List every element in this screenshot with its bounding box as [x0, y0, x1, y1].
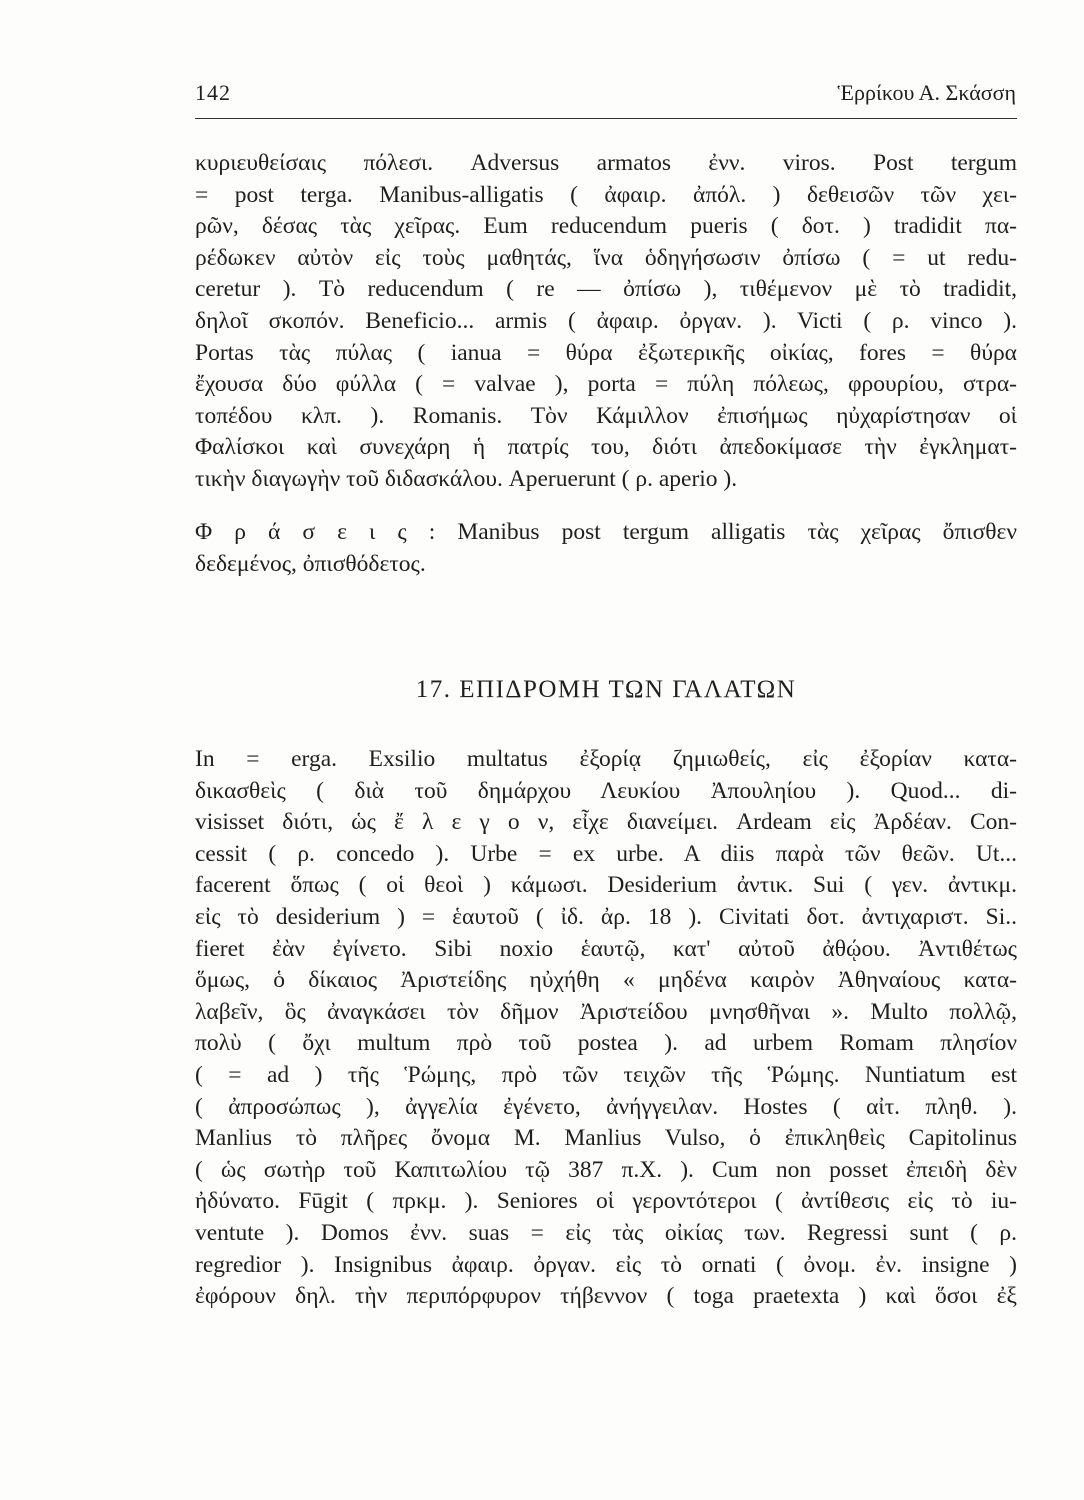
- text-line: δικασθεὶς ( διὰ τοῦ δημάρχου Λευκίου Ἀπουληίου ). Quod... di-: [195, 777, 1017, 804]
- text-line: ( ἀπροσώπως ), ἀγγελία ἐγένετο, ἀνήγγειλαν. Hostes ( αἰτ. πληθ. ).: [195, 1093, 1017, 1120]
- text-line: = post terga. Manibus-alligatis ( ἀφαιρ. ἀπόλ. ) δεθεισῶν τῶν χει-: [195, 181, 1017, 208]
- page-header: [195, 80, 1020, 120]
- text-line: δεδεμένος, ὀπισθόδετος.: [195, 550, 426, 577]
- text-line: facerent ὅπως ( οἱ θεοὶ ) κάμωσι. Desiderium ἀντικ. Sui ( γεν. ἀντικμ.: [195, 872, 1017, 899]
- text-line: regredior ). Insignibus ἀφαιρ. ὀργαν. εἰς τὸ ornati ( ὀνομ. ἐν. insigne ): [195, 1251, 1017, 1278]
- text-line: Manlius τὸ πλῆρες ὄνομα M. Manlius Vulso, ὁ ἐπικληθεὶς Capitolinus: [195, 1125, 1017, 1152]
- text-line: cessit ( ρ. concedo ). Urbe = ex urbe. A diis παρὰ τῶν θεῶν. Ut...: [195, 840, 1017, 867]
- text-line: Φαλίσκοι καὶ συνεχάρη ἡ πατρίς του, διότι ἀπεδοκίμασε τὴν ἐγκληματ-: [195, 434, 1017, 461]
- paragraph-1: [195, 148, 1017, 496]
- text-line: ventute ). Domos ἐνν. suas = εἰς τὰς οἰκίας των. Regressi sunt ( ρ.: [195, 1219, 1017, 1246]
- text-line: ἐφόρουν δηλ. τὴν περιπόρφυρον τήβεννον ( toga praetexta ) καὶ ὅσοι ἐξ: [195, 1283, 1017, 1310]
- text-line: εἰς τὸ desiderium ) = ἑαυτοῦ ( ἰδ. ἀρ. 18 ). Civitati δοτ. ἀντιχαριστ. Si..: [195, 903, 1017, 930]
- text-line: Φ ρ ά σ ε ι ς : Manibus post tergum alligatis τὰς χεῖρας ὄπισθεν: [195, 519, 1017, 545]
- text-line: δηλοῖ σκοπόν. Beneficio... armis ( ἀφαιρ. ὀργαν. ). Victi ( ρ. vinco ).: [195, 307, 1017, 334]
- text-line: πολὺ ( ὄχι multum πρὸ τοῦ postea ). ad urbem Romam πλησίον: [195, 1030, 1017, 1057]
- text-line: ( ὡς σωτὴρ τοῦ Καπιτωλίου τῷ 387 π.Χ. ). Cum non posset ἐπειδὴ δὲν: [195, 1156, 1017, 1183]
- text-line: In = erga. Exsilio multatus ἐξορίᾳ ζημιωθείς, εἰς ἐξορίαν κατα-: [195, 746, 1017, 772]
- paragraph-phrases: [195, 517, 1017, 580]
- text-line: fieret ἐὰν ἐγίνετο. Sibi noxio ἑαυτῷ, κατ' αὐτοῦ ἀθῴου. Ἀντιθέτως: [195, 935, 1017, 962]
- text-line: Portas τὰς πύλας ( ianua = θύρα ἐξωτερικῆς οἰκίας, fores = θύρα: [195, 339, 1017, 366]
- running-head: Ἑρρίκου Α. Σκάσση: [837, 80, 1016, 105]
- text-line: κυριευθείσαις πόλεσι. Adversus armatos ἐνν. viros. Post tergum: [195, 150, 1017, 176]
- text-line: τοπέδου κλπ. ). Romanis. Τὸν Κάμιλλον ἐπισήμως ηὐχαρίστησαν οἱ: [195, 402, 1017, 429]
- text-line: ( = ad ) τῆς Ῥώμης, πρὸ τῶν τειχῶν τῆς Ῥώμης. Nuntiatum est: [195, 1061, 1017, 1088]
- page-number: 142: [195, 80, 231, 105]
- text-line: λαβεῖν, ὃς ἀναγκάσει τὸν δῆμον Ἀριστείδου μνησθῆναι ». Multo πολλῷ,: [195, 998, 1017, 1025]
- text-line: ἔχουσα δύο φύλλα ( = valvae ), porta = πύλη πόλεως, φρουρίου, στρα-: [195, 371, 1017, 398]
- text-line: ὅμως, ὁ δίκαιος Ἀριστείδης ηὐχήθη « μηδένα καιρὸν Ἀθηναίους κατα-: [195, 967, 1017, 994]
- section-heading: 17. ΕΠΙΔΡΟΜΗ ΤΩΝ ΓΑΛΑΤΩΝ: [415, 676, 797, 703]
- text-line: ρῶν, δέσας τὰς χεῖρας. Eum reducendum pueris ( δοτ. ) tradidit πα-: [195, 213, 1017, 240]
- text-line: τικὴν διαγωγὴν τοῦ διδασκάλου. Aperuerunt ( ρ. aperio ).: [195, 465, 738, 492]
- header-rule: [195, 118, 1017, 119]
- text-line: ceretur ). Τὸ reducendum ( re — ὀπίσω ), τιθέμενον μὲ τὸ tradidit,: [195, 276, 1017, 303]
- paragraph-3: [195, 744, 1017, 1313]
- text-line: ρέδωκεν αὐτὸν εἰς τοὺς μαθητάς, ἵνα ὁδηγήσωσιν ὀπίσω ( = ut redu-: [195, 244, 1017, 271]
- text-line: visisset διότι, ὡς ἔ λ ε γ ο ν, εἶχε διανείμει. Ardeam εἰς Ἀρδέαν. Con-: [195, 809, 1017, 836]
- text-line: ἠδύνατο. Fūgit ( πρκμ. ). Seniores οἱ γεροντότεροι ( ἀντίθεσις εἰς τὸ iu-: [195, 1188, 1017, 1215]
